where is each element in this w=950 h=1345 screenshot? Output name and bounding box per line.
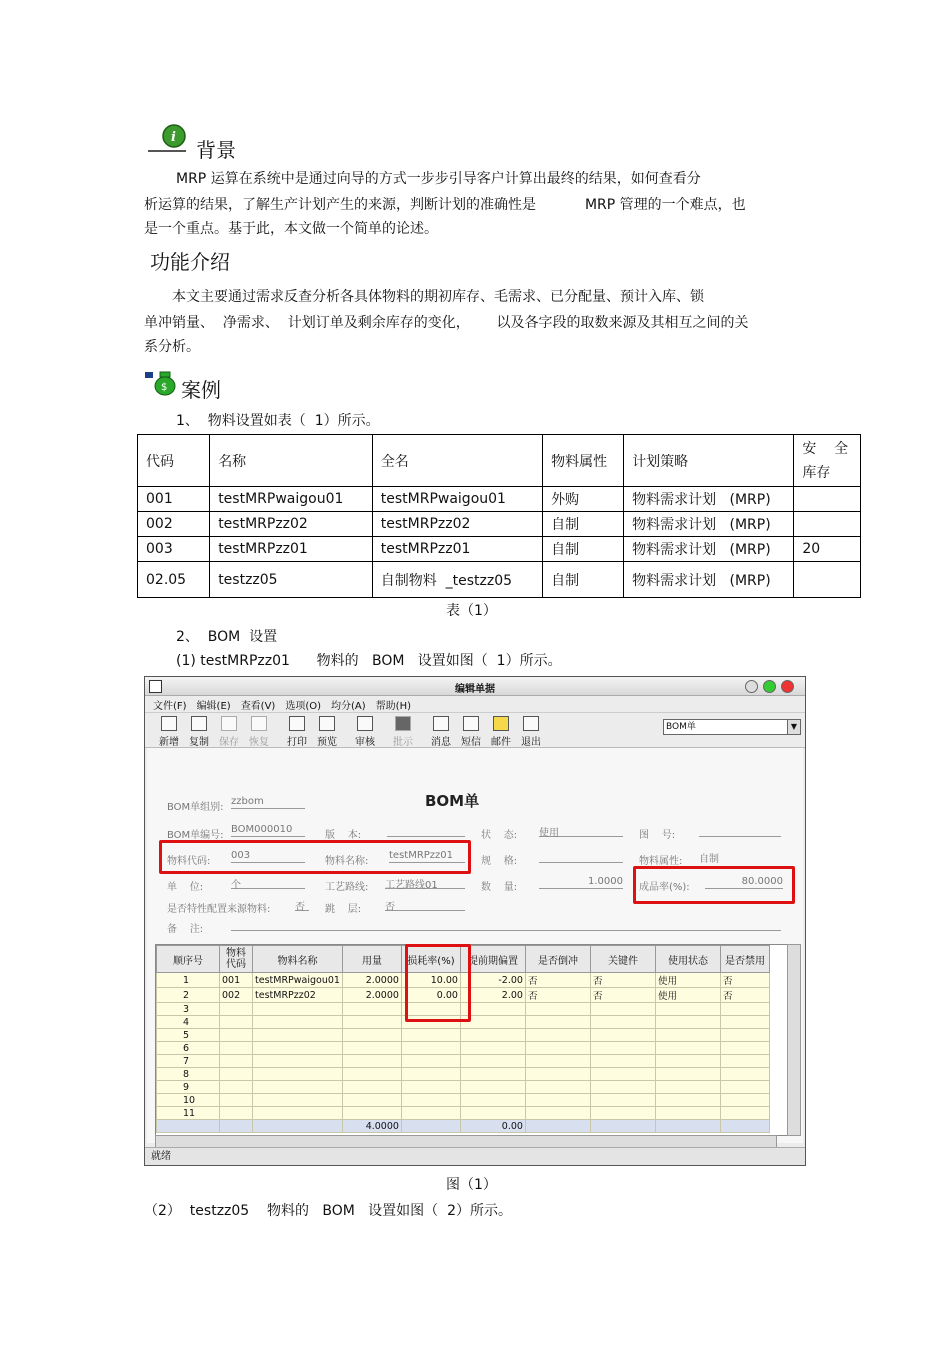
cell: testMRPzz02 [210, 512, 373, 537]
table-header-row [138, 435, 861, 487]
grid-cell[interactable] [655, 1055, 720, 1068]
chevron-down-icon[interactable]: ▼ [787, 720, 800, 734]
bom-detail-grid [155, 944, 797, 1136]
grid-cell[interactable] [720, 1016, 769, 1029]
menu-view[interactable]: 查看(V) [240, 700, 276, 712]
cell: testMRPzz01 [372, 537, 542, 562]
sms-label: 短信 [461, 737, 481, 748]
print-label: 打印 [287, 737, 307, 748]
drawing-label: 图 号: [639, 830, 676, 841]
highlight-yield-box [633, 866, 795, 904]
document-title: BOM单 [425, 792, 480, 810]
cell: 物料需求计划 (MRP) [624, 537, 794, 562]
sms-icon [463, 716, 479, 731]
grid-cell[interactable] [525, 1029, 590, 1042]
grid-cell[interactable] [590, 1003, 655, 1016]
grid-cell[interactable]: 3 [157, 1003, 220, 1016]
background-paragraph-line1: MRP 运算在系统中是通过向导的方式一步步引导客户计算出最终的结果，如何查看分 [176, 171, 701, 187]
grid-cell[interactable] [525, 1003, 590, 1016]
grid-total-qty: 4.0000 [342, 1120, 401, 1133]
note-label: 备 注: [167, 924, 204, 935]
case-step-2-2: （2） testzz05 物料的 BOM 设置如图（ 2）所示。 [144, 1203, 512, 1219]
grid-row[interactable] [157, 1107, 770, 1120]
preview-icon [319, 716, 335, 731]
version-field[interactable] [387, 824, 465, 837]
grid-cell[interactable]: -2.00 [460, 973, 525, 988]
header-safety-stock-line2: 库存 [802, 464, 831, 481]
cell: 002 [138, 512, 210, 537]
table-row [138, 512, 861, 537]
grid-cell [157, 1120, 220, 1133]
bom-form [147, 748, 803, 1143]
grid-cell[interactable]: 11 [157, 1107, 220, 1120]
preview-label: 预览 [317, 737, 337, 748]
cell: testMRPwaigou01 [210, 487, 373, 512]
code-field[interactable]: 003 [231, 850, 305, 863]
grid-cell[interactable] [655, 1068, 720, 1081]
new-icon [161, 716, 177, 731]
grid-cell[interactable] [220, 1068, 253, 1081]
grid-cell[interactable] [460, 1107, 525, 1120]
approve-icon [395, 716, 411, 731]
material-table [137, 434, 861, 598]
grid-cell[interactable] [401, 1068, 460, 1081]
grid-cell[interactable] [342, 1068, 401, 1081]
grid-header[interactable]: 提前期偏置 [460, 946, 525, 973]
document-type-value: BOM单 [666, 722, 696, 732]
bom-editor-window [144, 676, 806, 1166]
menu-edit[interactable]: 编辑(E) [196, 700, 231, 712]
grid-cell[interactable]: 5 [157, 1029, 220, 1042]
unit-label: 单 位: [167, 882, 204, 893]
message-label: 消息 [431, 737, 451, 748]
message-button[interactable] [427, 716, 455, 748]
grid-cell[interactable] [253, 1068, 343, 1081]
money-bag-icon [145, 366, 177, 396]
cell [794, 562, 861, 598]
function-paragraph-line2: 单冲销量、 净需求、 计划订单及剩余库存的变化， 以及各字段的取数来源及其相互之间的关 [144, 315, 749, 331]
grid-cell[interactable]: 否 [720, 988, 769, 1003]
grid-header[interactable]: 物料代码 [220, 946, 253, 973]
undo-icon [251, 716, 267, 731]
save-icon [221, 716, 237, 731]
grid-cell[interactable] [220, 1055, 253, 1068]
grid-cell[interactable]: 2.0000 [342, 988, 401, 1003]
grid-cell [253, 1120, 343, 1133]
grid-cell[interactable] [720, 1068, 769, 1081]
audit-icon [357, 716, 373, 731]
grid-cell[interactable] [253, 1107, 343, 1120]
yield-label: 成品率(%): [639, 882, 690, 893]
grid-cell[interactable] [590, 1055, 655, 1068]
grid-cell[interactable]: 2 [157, 988, 220, 1003]
grid-cell[interactable] [720, 1094, 769, 1107]
grid-cell[interactable] [655, 1081, 720, 1094]
grid-cell[interactable] [220, 1094, 253, 1107]
grid-cell[interactable] [342, 1055, 401, 1068]
grid-cell[interactable] [720, 1081, 769, 1094]
layer-label: 跳 层: [325, 904, 362, 915]
mail-icon [493, 716, 509, 731]
group-label: BOM单组别: [167, 802, 224, 813]
grid-cell[interactable] [253, 1094, 343, 1107]
function-paragraph-line1: 本文主要通过需求反查分析各具体物料的期初库存、毛需求、已分配量、预计入库、锁 [172, 289, 704, 305]
version-label: 版 本: [325, 830, 362, 841]
save-button[interactable] [215, 716, 243, 748]
grid-cell[interactable] [342, 1003, 401, 1016]
grid-cell[interactable] [460, 1068, 525, 1081]
audit-button[interactable] [351, 716, 379, 748]
copy-label: 复制 [189, 737, 209, 748]
new-button[interactable] [155, 716, 183, 748]
grid-cell[interactable]: 0.00 [401, 988, 460, 1003]
yield-field[interactable]: 80.0000 [705, 876, 783, 889]
grid-cell[interactable] [253, 1029, 343, 1042]
background-paragraph-line3: 是一个重点。基于此，本文做一个简单的论述。 [144, 221, 438, 237]
function-heading: 功能介绍 [150, 250, 230, 274]
grid-cell[interactable]: testMRPzz02 [253, 988, 343, 1003]
grid-cell[interactable]: 1 [157, 973, 220, 988]
cell: 003 [138, 537, 210, 562]
header-safety-stock [794, 435, 861, 487]
table-caption: 表（1） [446, 603, 497, 619]
grid-header[interactable]: 关键件 [590, 946, 655, 973]
restore-label: 恢复 [249, 737, 269, 748]
grid-cell[interactable] [220, 1081, 253, 1094]
svg-text:i: i [171, 130, 176, 145]
header-fullname: 全名 [372, 435, 542, 487]
grid-cell[interactable] [460, 1081, 525, 1094]
grid-cell[interactable] [460, 1094, 525, 1107]
route-label: 工艺路线: [325, 882, 369, 893]
grid-cell [720, 1120, 769, 1133]
cell [794, 512, 861, 537]
menu-bar [145, 696, 805, 713]
cell: 20 [794, 537, 861, 562]
exit-label: 退出 [521, 737, 541, 748]
grid-cell[interactable] [590, 1068, 655, 1081]
window-titlebar [145, 677, 805, 696]
grid-cell [220, 1120, 253, 1133]
cell: testMRPzz02 [372, 512, 542, 537]
header-code: 代码 [138, 435, 210, 487]
grid-cell[interactable] [720, 1042, 769, 1055]
case-step-2: 2、 BOM 设置 [176, 629, 278, 645]
table-row [138, 537, 861, 562]
table-row [138, 487, 861, 512]
grid-cell[interactable] [253, 1003, 343, 1016]
table-row [138, 562, 861, 598]
grid-cell[interactable]: 否 [525, 973, 590, 988]
grid-cell [655, 1120, 720, 1133]
grid-cell[interactable]: 7 [157, 1055, 220, 1068]
grid-cell[interactable] [460, 1055, 525, 1068]
copy-button[interactable] [185, 716, 213, 748]
grid-cell[interactable]: 否 [720, 973, 769, 988]
attr-label: 物料属性: [639, 856, 683, 867]
grid-cell[interactable]: 002 [220, 988, 253, 1003]
qty-field[interactable]: 1.0000 [539, 876, 623, 889]
name-label: 物料名称: [325, 856, 369, 867]
grid-cell[interactable] [590, 1029, 655, 1042]
status-text: 就绪 [151, 1151, 171, 1162]
highlight-loss-rate-box [405, 944, 471, 1022]
cell [794, 487, 861, 512]
grid-cell[interactable] [720, 1055, 769, 1068]
grid-header[interactable]: 顺序号 [157, 946, 220, 973]
grid-row[interactable] [157, 1029, 770, 1042]
grid-cell[interactable] [401, 1094, 460, 1107]
grid-cell[interactable] [525, 1042, 590, 1055]
grid-total-lead: 0.00 [460, 1120, 525, 1133]
mail-button[interactable] [487, 716, 515, 748]
case-heading: 案例 [181, 378, 221, 402]
restore-button[interactable] [245, 716, 273, 748]
minimize-button[interactable] [745, 680, 758, 693]
cell: 自制物料 _testzz05 [372, 562, 542, 598]
grid-cell[interactable]: 否 [590, 973, 655, 988]
cell: 自制 [543, 537, 624, 562]
number-label: BOM单编号: [167, 830, 224, 841]
grid-cell[interactable] [525, 1094, 590, 1107]
spec-field[interactable] [539, 850, 623, 863]
approve-label: 批示 [393, 737, 413, 748]
menu-distribute[interactable]: 均分(A) [331, 700, 366, 712]
grid-cell[interactable] [655, 1094, 720, 1107]
grid-cell [401, 1120, 460, 1133]
cell: 自制 [543, 512, 624, 537]
printer-icon [289, 716, 305, 731]
status-bar [145, 1147, 805, 1165]
cell: testMRPwaigou01 [372, 487, 542, 512]
menu-help[interactable]: 帮助(H) [375, 700, 412, 712]
highlight-material-box [159, 840, 471, 874]
preview-button[interactable] [313, 716, 341, 748]
cell: testMRPzz01 [210, 537, 373, 562]
grid-cell[interactable] [342, 1081, 401, 1094]
window-title: 编辑单据 [455, 684, 495, 695]
message-icon [433, 716, 449, 731]
cell: testzz05 [210, 562, 373, 598]
cell: 02.05 [138, 562, 210, 598]
grid-cell[interactable] [220, 1016, 253, 1029]
grid-cell[interactable] [525, 1068, 590, 1081]
approve-button[interactable] [389, 716, 417, 748]
menu-options[interactable]: 选项(O) [285, 700, 322, 712]
info-icon [146, 124, 190, 156]
grid-cell[interactable]: 10 [157, 1094, 220, 1107]
background-heading: 背景 [196, 138, 236, 162]
print-button[interactable] [283, 716, 311, 748]
cell: 物料需求计划 (MRP) [624, 487, 794, 512]
grid-cell[interactable] [655, 1016, 720, 1029]
grid-cell[interactable] [220, 1003, 253, 1016]
grid-cell[interactable]: 8 [157, 1068, 220, 1081]
config-field[interactable]: 否 [295, 898, 309, 911]
spec-label: 规 格: [481, 856, 518, 867]
sms-button[interactable] [457, 716, 485, 748]
grid-cell[interactable] [720, 1029, 769, 1042]
grid-cell[interactable] [655, 1107, 720, 1120]
route-field[interactable]: 工艺路线01 [385, 876, 465, 889]
cell: 物料需求计划 (MRP) [624, 512, 794, 537]
grid-cell[interactable] [220, 1029, 253, 1042]
status-label: 状 态: [481, 830, 518, 841]
exit-icon [523, 716, 539, 731]
grid-cell[interactable]: testMRPwaigou01 [253, 973, 343, 988]
grid-row[interactable] [157, 1068, 770, 1081]
grid-cell[interactable] [525, 1016, 590, 1029]
function-paragraph-line3: 系分析。 [144, 339, 200, 355]
grid-cell[interactable] [590, 1107, 655, 1120]
mail-label: 邮件 [491, 737, 511, 748]
grid-row[interactable] [157, 1094, 770, 1107]
grid-cell[interactable] [342, 1016, 401, 1029]
header-safety-stock-line1: 安 全 [802, 440, 849, 457]
qty-label: 数 量: [481, 882, 518, 893]
grid-cell[interactable] [655, 1029, 720, 1042]
new-label: 新增 [159, 737, 179, 748]
note-field[interactable] [231, 918, 781, 931]
number-field[interactable]: BOM000010 [231, 824, 305, 837]
unit-field[interactable]: 个 [231, 876, 305, 889]
grid-cell[interactable]: 9 [157, 1081, 220, 1094]
grid-cell[interactable] [342, 1042, 401, 1055]
grid-cell[interactable] [655, 1042, 720, 1055]
header-attribute: 物料属性 [543, 435, 624, 487]
grid-header[interactable]: 是否倒冲 [525, 946, 590, 973]
grid-cell[interactable] [401, 1081, 460, 1094]
grid-cell[interactable] [720, 1003, 769, 1016]
grid-cell[interactable]: 10.00 [401, 973, 460, 988]
grid-cell[interactable] [401, 1055, 460, 1068]
grid-cell[interactable]: 否 [525, 988, 590, 1003]
layer-field[interactable]: 否 [385, 898, 465, 911]
grid-header[interactable]: 物料名称 [253, 946, 343, 973]
grid-vertical-scrollbar[interactable] [787, 944, 801, 1136]
grid-cell[interactable] [220, 1107, 253, 1120]
grid-header[interactable]: 使用状态 [655, 946, 720, 973]
grid-cell[interactable] [401, 1107, 460, 1120]
grid-header[interactable]: 损耗率(%) [401, 946, 460, 973]
code-label: 物料代码: [167, 856, 211, 867]
group-field[interactable]: zzbom [231, 796, 305, 809]
grid-cell[interactable] [720, 1107, 769, 1120]
grid-cell[interactable]: 使用 [655, 988, 720, 1003]
grid-cell[interactable] [401, 1029, 460, 1042]
grid-cell[interactable] [220, 1042, 253, 1055]
grid-cell[interactable] [253, 1055, 343, 1068]
grid-cell[interactable] [253, 1081, 343, 1094]
header-plan-strategy: 计划策略 [624, 435, 794, 487]
grid-cell[interactable] [525, 1081, 590, 1094]
grid-cell[interactable]: 2.00 [460, 988, 525, 1003]
grid-cell[interactable]: 2.0000 [342, 973, 401, 988]
case-step-1: 1、 物料设置如表（ 1）所示。 [176, 413, 380, 429]
grid-cell[interactable] [590, 1094, 655, 1107]
grid-header[interactable]: 是否禁用 [720, 946, 769, 973]
grid-cell[interactable] [460, 1029, 525, 1042]
cell: 001 [138, 487, 210, 512]
grid-cell[interactable] [525, 1055, 590, 1068]
drawing-field[interactable] [699, 824, 781, 837]
grid-cell[interactable]: 使用 [655, 973, 720, 988]
grid-cell[interactable]: 6 [157, 1042, 220, 1055]
status-field[interactable]: 使用 [539, 824, 623, 837]
cell: 外购 [543, 487, 624, 512]
grid-row[interactable] [157, 1055, 770, 1068]
grid-cell[interactable] [525, 1107, 590, 1120]
grid-cell[interactable] [253, 1042, 343, 1055]
exit-button[interactable] [517, 716, 545, 748]
grid-cell[interactable]: 001 [220, 973, 253, 988]
grid-cell[interactable] [590, 1042, 655, 1055]
grid-header[interactable]: 用量 [342, 946, 401, 973]
grid-cell [525, 1120, 590, 1133]
grid-cell[interactable] [590, 1081, 655, 1094]
figure-caption: 图（1） [446, 1177, 497, 1193]
close-button[interactable] [781, 680, 794, 693]
grid-row[interactable] [157, 1081, 770, 1094]
copy-icon [191, 716, 207, 731]
grid-cell[interactable] [655, 1003, 720, 1016]
header-name: 名称 [210, 435, 373, 487]
menu-file[interactable]: 文件(F) [153, 700, 187, 712]
grid-row[interactable] [157, 1042, 770, 1055]
case-step-2-1: (1) testMRPzz01 物料的 BOM 设置如图（ 1）所示。 [176, 653, 562, 669]
grid-cell [590, 1120, 655, 1133]
grid-cell[interactable] [253, 1016, 343, 1029]
svg-text:$: $ [161, 382, 168, 393]
background-paragraph-line2: 析运算的结果，了解生产计划产生的来源，判断计划的准确性是 MRP 管理的一个难点，也 [144, 197, 746, 213]
document-type-select[interactable] [663, 719, 801, 735]
config-label: 是否特性配置来源物料: [167, 904, 271, 915]
cell: 物料需求计划 (MRP) [624, 562, 794, 598]
cell: 自制 [543, 562, 624, 598]
grid-cell[interactable] [342, 1107, 401, 1120]
name-field[interactable]: testMRPzz01 [389, 850, 465, 863]
grid-cell[interactable]: 4 [157, 1016, 220, 1029]
grid-total-row [157, 1120, 770, 1133]
grid-cell[interactable] [401, 1042, 460, 1055]
audit-label: 审核 [355, 737, 375, 748]
grid-cell[interactable] [342, 1029, 401, 1042]
grid-cell[interactable]: 否 [590, 988, 655, 1003]
attr-field: 自制 [699, 854, 719, 865]
grid-cell[interactable] [460, 1042, 525, 1055]
grid-cell[interactable] [342, 1094, 401, 1107]
save-label: 保存 [219, 737, 239, 748]
maximize-button[interactable] [763, 680, 776, 693]
grid-cell[interactable] [590, 1016, 655, 1029]
